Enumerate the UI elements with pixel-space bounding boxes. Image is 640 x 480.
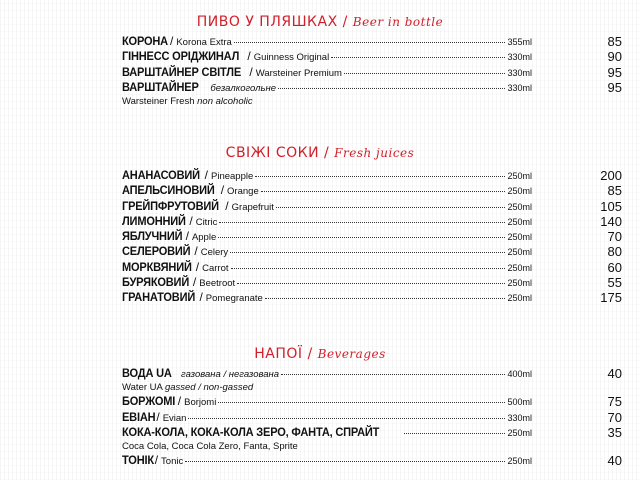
item-name-en: Apple xyxy=(191,232,217,244)
item-price: 95 xyxy=(607,79,622,95)
item-volume: 250ml xyxy=(507,186,532,197)
item-volume: 330ml xyxy=(507,412,532,423)
item-price: 105 xyxy=(600,198,622,214)
item-name-en: Evian xyxy=(162,412,187,424)
item-name-ua: СЕЛЕРОВИЙ xyxy=(122,244,191,259)
item-volume: 250ml xyxy=(507,456,532,467)
item-price: 70 xyxy=(607,229,622,245)
item-volume: 250ml xyxy=(507,278,532,289)
item-volume: 330ml xyxy=(507,67,532,78)
item-name-ua: ГІННЕСС ОРІДЖИНАЛ xyxy=(122,49,240,64)
item-price: 55 xyxy=(607,275,622,291)
item-price: 80 xyxy=(607,244,622,260)
item-sub-note: gassed / non-gassed xyxy=(164,382,254,394)
menu-item xyxy=(0,425,640,440)
item-note: газована / негазована xyxy=(181,369,280,380)
item-price: 75 xyxy=(607,394,622,410)
item-name-ua: АНАНАСОВИЙ xyxy=(122,168,200,182)
menu-item: ЕВІАН / Evian 330ml 70 xyxy=(122,409,622,425)
menu-item: АПЕЛЬСИНОВИЙ / Orange 250ml 85 xyxy=(122,183,622,199)
item-name-ua: ГРАНАТОВИЙ xyxy=(122,290,196,305)
item-name-en: Guinness Original xyxy=(253,52,330,64)
menu-item: КОРОНА / Korona Extra 355ml 85 xyxy=(122,34,622,49)
item-name-ua: БОРЖОМІ xyxy=(122,394,176,409)
menu-item xyxy=(0,366,640,381)
menu-item: МОРКВЯНИЙ / Carrot 250ml 60 xyxy=(122,259,622,275)
item-price: 90 xyxy=(607,49,622,65)
item-name-ua: ВОДА UA xyxy=(122,366,172,380)
item-name-en: Carrot xyxy=(202,262,229,274)
item-price: 85 xyxy=(607,183,622,199)
item-sub-en: Coca Cola, Coca Cola Zero, Fanta, Sprite xyxy=(122,441,298,453)
section-title-en: Beverages xyxy=(317,347,386,361)
section-title-ua: НАПОЇ xyxy=(254,346,303,362)
item-price: 40 xyxy=(607,366,622,381)
menu-item: СЕЛЕРОВИЙ / Celery 250ml 80 xyxy=(122,244,622,260)
section-title: НАПОЇ / Beverages xyxy=(254,346,386,362)
menu-item: БУРЯКОВИЙ / Beetroot 250ml 55 xyxy=(122,275,622,291)
item-price: 140 xyxy=(600,213,622,229)
item-name-en: Citric xyxy=(195,216,218,228)
item-volume: 355ml xyxy=(507,37,532,47)
menu-item: ГРАНАТОВИЙ / Pomegranate 250ml 175 xyxy=(122,290,622,306)
item-volume: 500ml xyxy=(507,397,532,408)
item-name-ua: МОРКВЯНИЙ xyxy=(122,259,192,274)
item-volume: 250ml xyxy=(507,262,532,273)
item-price: 70 xyxy=(607,409,622,425)
item-name-ua: ТОНІК xyxy=(122,453,154,468)
item-name-en: Pomegranate xyxy=(205,293,263,305)
item-volume: 250ml xyxy=(507,171,532,181)
item-name-ua: ВАРШТАЙНЕР xyxy=(122,79,199,94)
item-name-ua: ЕВІАН xyxy=(122,409,156,424)
item-subline xyxy=(0,440,640,453)
section-title-en: Beer in bottle xyxy=(352,15,444,29)
item-volume: 250ml xyxy=(507,232,532,243)
item-volume: 250ml xyxy=(507,247,532,258)
item-name-ua: КОРОНА xyxy=(122,34,168,48)
section-title-ua: ПИВО У ПЛЯШКАХ xyxy=(196,14,338,30)
section-title-en: Fresh juices xyxy=(334,146,415,160)
item-name-en: Grapefruit xyxy=(231,201,274,213)
item-name-en: Korona Extra xyxy=(176,37,232,48)
item-price: 85 xyxy=(607,34,622,49)
menu-item: ТОНІК / Tonic 250ml 40 xyxy=(122,453,622,469)
item-name-en: Pineapple xyxy=(211,171,254,182)
item-volume: 330ml xyxy=(507,82,532,93)
item-volume: 400ml xyxy=(507,369,532,379)
item-volume: 250ml xyxy=(507,427,532,438)
section-title-ua: СВІЖІ СОКИ xyxy=(225,145,320,161)
item-volume: 250ml xyxy=(507,201,532,212)
menu-item: АНАНАСОВИЙ / Pineapple 250ml 200 xyxy=(122,168,622,183)
section-beverages xyxy=(0,344,640,468)
item-name-ua: БУРЯКОВИЙ xyxy=(122,275,190,290)
item-sub-en: Warsteiner Fresh xyxy=(122,96,195,108)
item-note: безалкогольне xyxy=(210,82,276,94)
item-price: 200 xyxy=(600,168,622,183)
item-name-ua: АПЕЛЬСИНОВИЙ xyxy=(122,183,215,198)
item-sub-note: non alcoholic xyxy=(197,96,253,108)
item-name-ua: ЛИМОННИЙ xyxy=(122,213,186,228)
section-juices xyxy=(0,143,640,306)
item-volume: 330ml xyxy=(507,52,532,63)
item-subline xyxy=(0,95,640,108)
item-name-en: Celery xyxy=(200,247,229,259)
item-name-en: Tonic xyxy=(161,456,184,468)
item-price: 35 xyxy=(607,424,622,440)
menu-item: ЛИМОННИЙ / Citric 250ml 140 xyxy=(122,213,622,229)
item-volume: 250ml xyxy=(507,216,532,227)
section-title: ПИВО У ПЛЯШКАХ / Beer in bottle xyxy=(196,14,444,30)
menu-item: ГІННЕСС ОРІДЖИНАЛ / Guinness Original 330ml 90 xyxy=(122,49,622,65)
item-volume: 250ml xyxy=(507,293,532,304)
item-price: 175 xyxy=(600,290,622,306)
item-price: 95 xyxy=(607,64,622,80)
item-name-en: Beetroot xyxy=(199,278,236,290)
item-name-en: Orange xyxy=(227,186,259,198)
menu-item: БОРЖОМІ / Borjomi 500ml 75 xyxy=(122,394,622,410)
item-name-ua: ЯБЛУЧНИЙ xyxy=(122,229,183,244)
section-title: СВІЖІ СОКИ / Fresh juices xyxy=(225,145,415,161)
menu-item: ВАРШТАЙНЕР СВІТЛЕ / Warsteiner Premium 330ml 95 xyxy=(122,64,622,80)
item-name-en: Borjomi xyxy=(184,397,217,409)
item-name-ua: КОКА-КОЛА, КОКА-КОЛА ЗЕРО, ФАНТА, СПРАЙТ xyxy=(122,424,380,439)
menu-item xyxy=(0,80,640,95)
item-name-en: Warsteiner Premium xyxy=(255,67,342,79)
item-subline xyxy=(0,381,640,394)
item-name-ua: ГРЕЙПФРУТОВИЙ xyxy=(122,198,219,213)
menu-item: ГРЕЙПФРУТОВИЙ / Grapefruit 250ml 105 xyxy=(122,198,622,214)
item-sub-en: Water UA xyxy=(122,382,163,394)
item-name-ua: ВАРШТАЙНЕР СВІТЛЕ xyxy=(122,64,242,79)
item-price: 40 xyxy=(607,453,622,469)
item-price: 60 xyxy=(607,259,622,275)
section-beer xyxy=(0,12,640,108)
menu-item: ЯБЛУЧНИЙ / Apple 250ml 70 xyxy=(122,229,622,245)
